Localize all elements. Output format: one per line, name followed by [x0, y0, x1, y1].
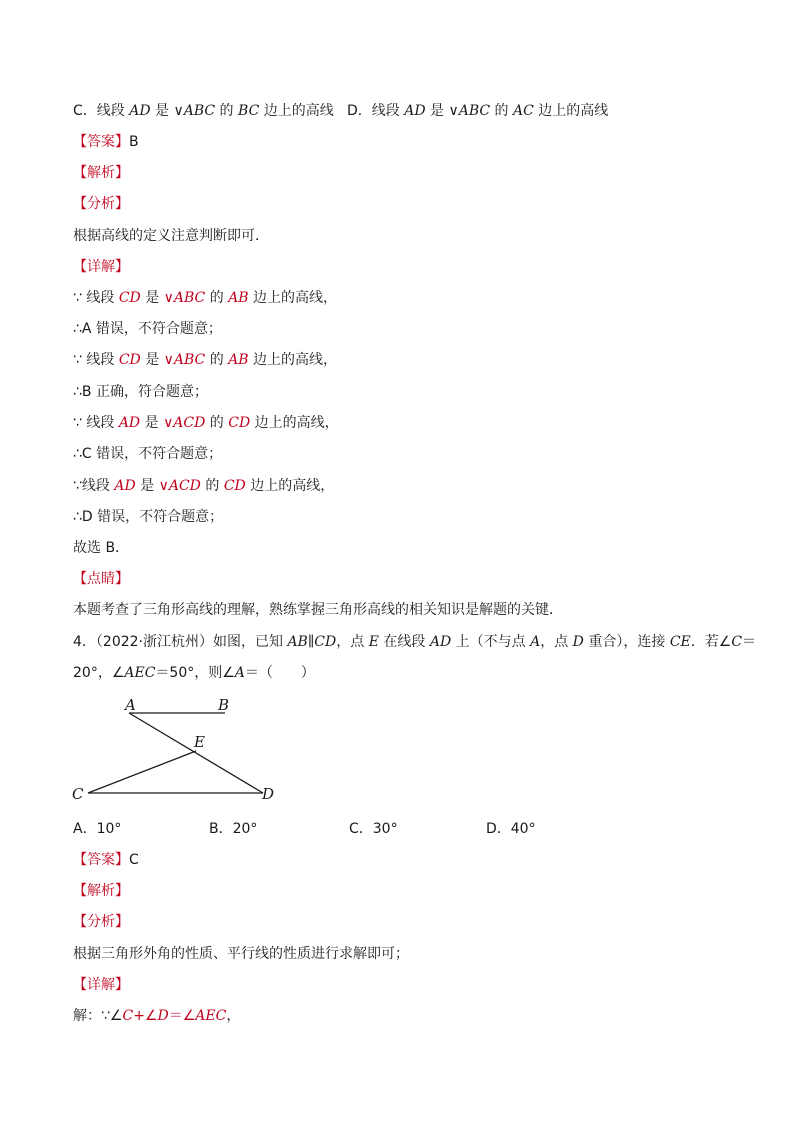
q4-step-1 — [73, 1006, 240, 1026]
q4-geometry-figure — [60, 690, 300, 810]
option-c-suffix: 边上的高线 — [259, 103, 334, 119]
step-seg: AD — [114, 478, 136, 494]
label-e: E — [194, 733, 205, 751]
q4-option-c: C．30° — [349, 821, 398, 837]
stem-math: AD — [429, 634, 452, 650]
option-d-mid: 是 — [425, 103, 449, 119]
step-tri: ∨ACD — [163, 415, 206, 431]
option-d-seg: AD — [404, 103, 426, 119]
step-side: AB — [228, 290, 249, 306]
q3-detail-label: 【详解】 — [73, 259, 129, 275]
stem-math: D — [572, 634, 584, 650]
step-text: ∵ 线段 — [73, 352, 119, 368]
q4-analysis-label: 【解析】 — [73, 883, 129, 899]
option-c-side: BC — [238, 103, 260, 119]
q4-fenxi-label: 【分析】 — [73, 914, 129, 930]
stem-text: 重合），连接 — [583, 634, 670, 650]
step-text: 的 — [205, 352, 229, 368]
step-tri: ∨ACD — [158, 478, 201, 494]
segment-ad — [129, 713, 263, 793]
q3-step-8: ∴D 错误，不符合题意； — [73, 509, 224, 525]
label-c: C — [72, 785, 84, 803]
q3-answer-label: 【答案】 — [73, 134, 129, 150]
q4-stem-line2 — [73, 663, 315, 683]
step-side: AB — [228, 352, 249, 368]
q3-step-5 — [73, 413, 339, 433]
step-math: AEC — [195, 1008, 227, 1024]
q3-answer — [73, 132, 139, 152]
option-c-mid: 是 — [150, 103, 174, 119]
stem-math: E — [368, 634, 379, 650]
q4-answer — [73, 850, 139, 870]
option-c-tri: ∨ABC — [173, 103, 216, 119]
option-c-prev — [73, 101, 334, 121]
option-c-de: 的 — [215, 103, 239, 119]
step-seg: CD — [118, 290, 141, 306]
step-text: +∠ — [133, 1008, 158, 1024]
stem-math: C — [731, 634, 743, 650]
step-text: 边上的高线， — [250, 415, 339, 431]
q3-step-4: ∴B 正确，符合题意； — [73, 384, 208, 400]
step-math: C — [122, 1008, 134, 1024]
option-c-seg: AD — [129, 103, 151, 119]
step-side: CD — [228, 415, 251, 431]
q4-answer-label: 【答案】 — [73, 852, 129, 868]
stem-text: ．若∠ — [690, 634, 732, 650]
stem-text: 4．（2022·浙江杭州）如图，已知 — [73, 634, 288, 650]
label-d: D — [262, 785, 275, 803]
q4-option-d: D．40° — [486, 821, 536, 837]
stem-text: 20°，∠ — [73, 665, 125, 681]
step-seg: CD — [118, 352, 141, 368]
q3-fenxi-text: 根据高线的定义注意判断即可． — [73, 228, 269, 244]
q3-step-6: ∴C 错误，不符合题意； — [73, 446, 223, 462]
step-tri: ∨ABC — [163, 290, 206, 306]
step-text: ＝∠ — [168, 1008, 196, 1024]
option-d-prev — [347, 101, 608, 121]
option-d-de: 的 — [490, 103, 514, 119]
stem-text: ，点 — [336, 634, 369, 650]
step-text: 的 — [205, 290, 229, 306]
option-d-prefix: D．线段 — [347, 103, 405, 119]
step-text: 是 — [140, 352, 164, 368]
stem-text: ，点 — [540, 634, 573, 650]
stem-text: ＝ — [742, 634, 757, 650]
q3-step-2: ∴A 错误，不符合题意； — [73, 321, 222, 337]
q3-fenxi-label: 【分析】 — [73, 196, 129, 212]
q3-answer-value: B — [129, 134, 139, 150]
step-text: 是 — [140, 290, 164, 306]
step-side: CD — [223, 478, 246, 494]
step-text: 解：∵∠ — [73, 1008, 123, 1024]
step-text: 边上的高线， — [248, 290, 338, 306]
step-text: 边上的高线， — [248, 352, 338, 368]
option-d-tri: ∨ABC — [448, 103, 491, 119]
q4-answer-value: C — [129, 852, 139, 868]
label-a: A — [125, 696, 136, 714]
step-text: ∵ 线段 — [73, 290, 119, 306]
stem-text: ＝（ ） — [244, 665, 315, 681]
q3-dianjing-label: 【点睛】 — [73, 571, 129, 587]
q3-step-7 — [73, 476, 334, 496]
label-b: B — [218, 696, 230, 714]
step-text: ∵线段 — [73, 478, 115, 494]
stem-math: CE — [669, 634, 691, 650]
option-d-side: AC — [513, 103, 534, 119]
option-c-prefix: C．线段 — [73, 103, 130, 119]
q4-option-b: B．20° — [209, 821, 258, 837]
step-seg: AD — [118, 415, 141, 431]
step-math: D — [157, 1008, 169, 1024]
q4-detail-label: 【详解】 — [73, 977, 129, 993]
stem-math: A — [234, 665, 245, 681]
segment-ce — [88, 751, 196, 793]
q3-step-1 — [73, 288, 337, 308]
stem-math: AB∥CD — [287, 634, 337, 650]
step-text: 是 — [135, 478, 159, 494]
stem-text: ＝50°，则∠ — [155, 665, 235, 681]
step-tri: ∨ABC — [163, 352, 206, 368]
q3-step-3 — [73, 350, 337, 370]
stem-text: 上（不与点 — [451, 634, 531, 650]
step-text: 的 — [200, 478, 224, 494]
option-d-suffix: 边上的高线 — [533, 103, 609, 119]
stem-math: A — [530, 634, 541, 650]
step-text: 边上的高线， — [245, 478, 335, 494]
stem-math: AEC — [124, 665, 156, 681]
q3-analysis-label: 【解析】 — [73, 165, 129, 181]
step-text: ∵ 线段 — [73, 415, 119, 431]
step-text: ， — [226, 1008, 241, 1024]
q4-option-a: A．10° — [73, 821, 122, 837]
q4-stem-line1 — [73, 632, 756, 652]
q3-dianjing-text: 本题考查了三角形高线的理解，熟练掌握三角形高线的相关知识是解题的关键． — [73, 602, 563, 618]
stem-text: 在线段 — [378, 634, 430, 650]
q3-conclusion: 故选 B． — [73, 540, 130, 556]
q4-fenxi-text: 根据三角形外角的性质、平行线的性质进行求解即可； — [73, 946, 409, 962]
step-text: 是 — [140, 415, 164, 431]
step-text: 的 — [205, 415, 229, 431]
